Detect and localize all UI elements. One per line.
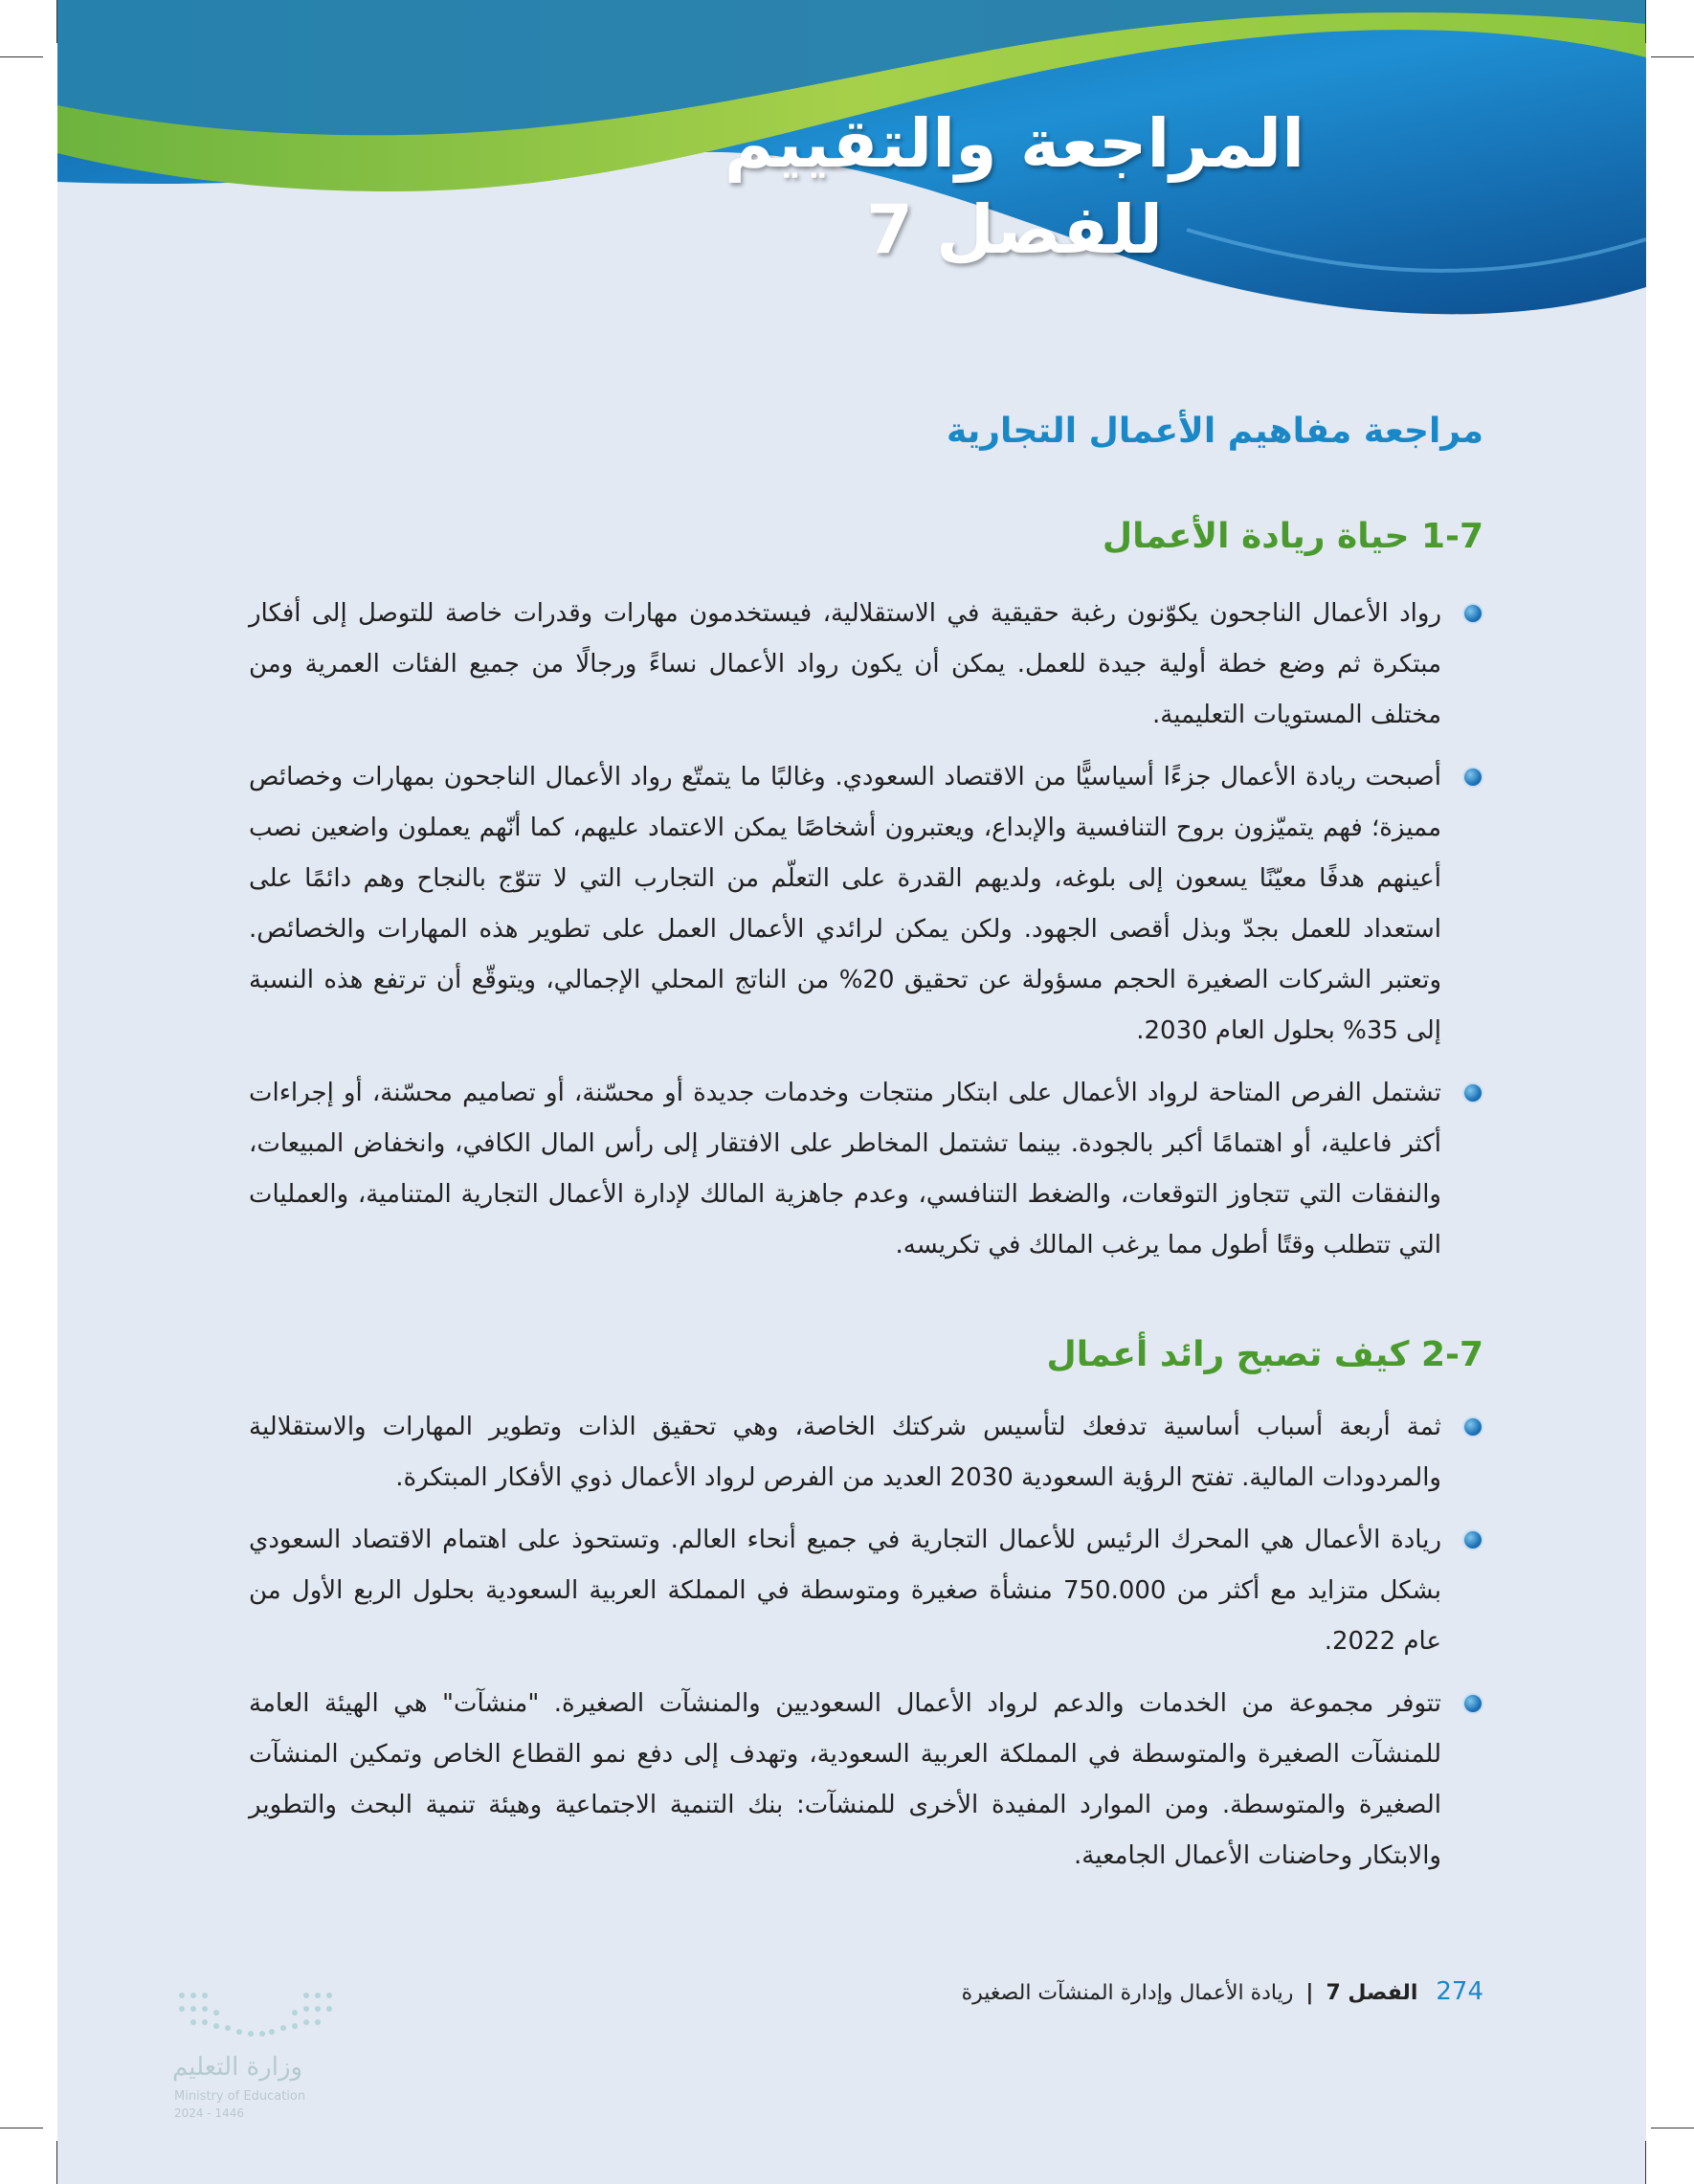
bullet-list-1 [249,589,1483,1282]
footer-chapter: الفصل 7 [1326,1981,1418,2005]
footer-chapter-title: ريادة الأعمال وإدارة المنشآت الصغيرة [961,1981,1294,2005]
page-number: 274 [1436,1977,1483,2006]
logo-dots-icon [163,1986,354,2043]
crop-mark [1645,0,1646,43]
bullet-text: ثمة أربعة أسباب أساسية تدفعك لتأسيس شركتك الخاصة، وهي تحقيق الذات وتطوير المهارات والاستقلالية والمردودات المالية. تفتح الرؤية السعودية 2030 العديد من الفرص لرواد الأعمال ذوي الأفكار المبتكرة. [249,1413,1441,1492]
list-item [249,752,1483,1057]
bullet-icon [1464,1084,1482,1102]
list-item [249,1515,1483,1667]
page-title [584,100,1445,273]
crop-mark [1651,56,1694,57]
bullet-list-2 [249,1402,1483,1893]
logo-text-en: Ministry of Education [174,2089,306,2104]
title-line-1: المراجعة والتقييم [724,104,1305,183]
bullet-text: أصبحت ريادة الأعمال جزءًا أسياسيًّا من الاقتصاد السعودي. وغالبًا ما يتمتّع رواد الأعمال الناجحون بمهارات وخصائص مميزة؛ فهم يتميّزون بروح التنافسية والإبداع، ويعتبرون أشخاصًا يمكن الاعتماد عليهم، كما أنّهم يعملون واضعين نصب أعينهم هدفًا معيّنًا يسعون إلى بلوغه، ولديهم القدرة على التعلّم من التجارب التي لا تتوّج بالنجاح وهم دائمًا على استعداد للعمل بجدّ وبذل أقصى الجهود. ولكن يمكن لرائدي الأعمال العمل على تطوير هذه المهارات والخصائص. وتعتبر الشركات الصغيرة الحجم مسؤولة عن تحقيق 20% من الناتج المحلي الإجمالي، ويتوقّع أن ترتفع هذه النسبة إلى 35% بحلول العام 2030. [249,763,1441,1045]
list-item [249,1402,1483,1504]
crop-mark [56,2141,57,2184]
subsection-heading-1: 1-7 حياة ريادة الأعمال [1102,517,1483,556]
bullet-text: ريادة الأعمال هي المحرك الرئيس للأعمال التجارية في جميع أنحاء العالم. وتستحوذ على اهتمام الاقتصاد السعودي بشكل متزايد مع أكثر من 750.000 منشأة صغيرة ومتوسطة في المملكة العربية السعودية بحلول الربع الأول من عام 2022. [249,1526,1441,1656]
logo-year: 2024 - 1446 [174,2106,245,2120]
page [57,0,1646,2184]
footer-separator: | [1305,1981,1314,2005]
bullet-text: رواد الأعمال الناجحون يكوّنون رغبة حقيقية في الاستقلالية، فيستخدمون مهارات وقدرات خاصة للتوصل إلى أفكار مبتكرة ثم وضع خطة أولية جيدة للعمل. يمكن أن يكون رواد الأعمال نساءً ورجالًا من جميع الفئات العمرية ومن مختلف المستويات التعليمية. [249,599,1441,729]
ministry-logo [163,1986,364,2129]
crop-mark [1645,2141,1646,2184]
subsection-heading-2: 2-7 كيف تصبح رائد أعمال [1046,1335,1483,1374]
title-line-2: للفصل 7 [866,190,1163,269]
bullet-icon [1464,605,1482,622]
bullet-icon [1464,1418,1482,1436]
list-item [249,1068,1483,1271]
bullet-icon [1464,1531,1482,1549]
bullet-text: تشتمل الفرص المتاحة لرواد الأعمال على ابتكار منتجات وخدمات جديدة أو محسّنة، أو تصاميم محسّنة، أو إجراءات أكثر فاعلية، أو اهتمامًا أكبر بالجودة. بينما تشتمل المخاطر على الافتقار إلى رأس المال الكافي، وانخفاض المبيعات، والنفقات التي تتجاوز التوقعات، والضغط التنافسي، وعدم جاهزية المالك لإدارة الأعمال التجارية المتنامية، والعمليات التي تتطلب وقتًا أطول مما يرغب المالك في تكريسه. [249,1079,1441,1259]
bullet-icon [1464,1695,1482,1712]
bullet-icon [1464,769,1482,786]
bullet-text: تتوفر مجموعة من الخدمات والدعم لرواد الأعمال السعوديين والمنشآت الصغيرة. "منشآت" هي الهيئة العامة للمنشآت الصغيرة والمتوسطة في المملكة العربية السعودية، وتهدف إلى دفع نمو القطاع الخاص وتمكين المنشآت الصغيرة والمتوسطة. ومن الموارد المفيدة الأخرى للمنشآت: بنك التنمية الاجتماعية وهيئة تنمية البحث والتطوير والابتكار وحاضنات الأعمال الجامعية. [249,1689,1441,1870]
list-item [249,1679,1483,1882]
page-footer [962,1977,1483,2006]
crop-mark [56,0,57,43]
section-heading: مراجعة مفاهيم الأعمال التجارية [946,412,1483,451]
logo-text-ar: وزارة التعليم [172,2053,303,2082]
crop-mark [0,56,43,57]
list-item [249,589,1483,741]
